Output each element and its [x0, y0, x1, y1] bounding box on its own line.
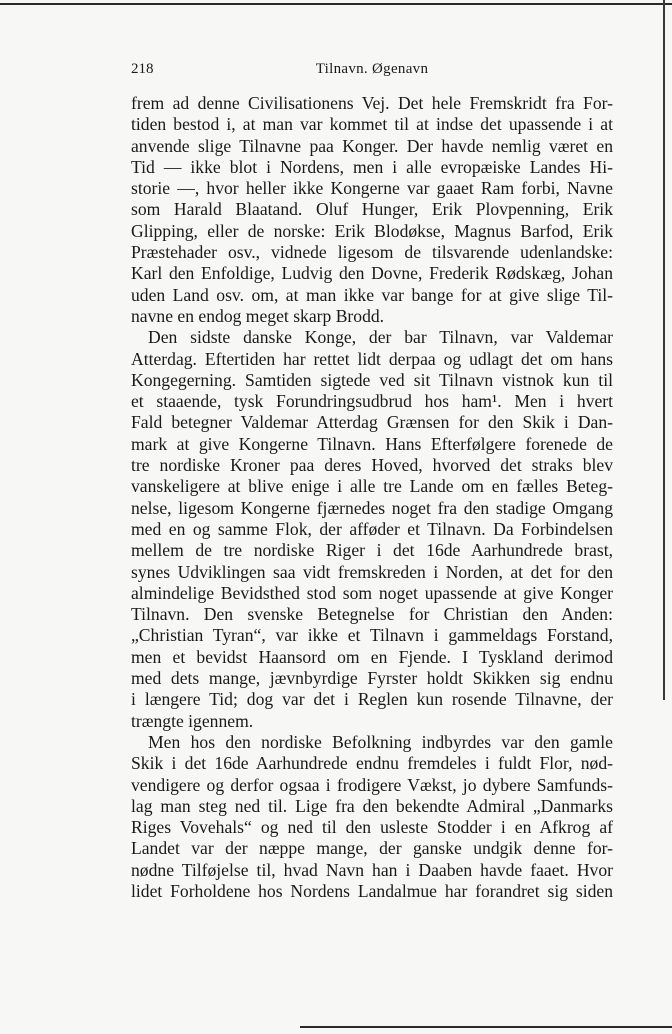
text-line: som Harald Blaatand. Oluf Hunger, Erik Plovpenning, Erik — [131, 199, 613, 220]
text-line: Tilnavn. Den svenske Betegnelse for Christian den Anden: — [131, 604, 613, 625]
running-head — [131, 61, 613, 83]
text-line: med en og samme Flok, der afføder et Tilnavn. Da Forbindelsen — [131, 518, 613, 539]
text-line: Fald betegner Valdemar Atterdag Grænsen for den Skik i Dan- — [131, 412, 613, 433]
text-line: tre nordiske Kroner paa deres Hoved, hvorved det straks blev — [131, 455, 613, 476]
right-edge-rule — [663, 0, 665, 700]
bottom-border-rule — [300, 1026, 672, 1028]
text-line: nødne Tilføjelse til, hvad Navn han i Daaben havde faaet. Hvor — [131, 859, 613, 880]
text-line: Riges Vovehals“ og ned til den usleste Stodder i en Afkrog af — [131, 817, 613, 838]
paragraph-start-line: Men hos den nordiske Befolkning indbyrdes var den gamle — [148, 731, 613, 752]
text-line: almindelige Bevidsthed stod som noget upassende at give Konger — [131, 582, 613, 603]
text-line: frem ad denne Civilisationens Vej. Det hele Fremskridt fra For- — [131, 93, 613, 113]
text-line: tiden bestod i, at man var kommet til at indse det upassende i at — [131, 114, 613, 135]
text-line: anvende slige Tilnavne paa Konger. Der havde nemlig været en — [131, 135, 613, 156]
text-line: mark at give Kongerne Tilnavn. Hans Efterfølgere forenede de — [131, 433, 613, 454]
top-border-rule — [0, 3, 672, 5]
text-line: et staaende, tysk Forundringsudbrud hos ham¹. Men i hvert — [131, 391, 613, 412]
running-title: Tilnavn. Øgenavn — [315, 61, 429, 77]
text-line: lag man steg ned til. Lige fra den bekendte Admiral „Danmarks — [131, 795, 613, 816]
text-line: Landet var der næppe mange, der ganske undgik denne for- — [131, 838, 613, 859]
text-line: nelse, ligesom Kongerne fjærnedes noget fra den stadige Omgang — [131, 497, 613, 518]
paragraph-end-line: navne en endog meget skarp Brodd. — [131, 305, 385, 326]
text-line: med dets mange, jævnbyrdige Fyrster holdt Skikken sig endnu — [131, 668, 613, 689]
text-line: i længere Tid; dog var det i Reglen kun rosende Tilnavne, der — [131, 689, 613, 710]
text-line: Atterdag. Eftertiden har rettet lidt derpaa og udlagt det om hans — [131, 348, 613, 369]
text-line: storie —, hvor heller ikke Kongerne var gaaet Ram forbi, Navne — [131, 178, 613, 199]
text-line: Kongegerning. Samtiden sigtede ved sit Tilnavn vistnok kun til — [131, 369, 613, 390]
text-line: „Christian Tyran“, var ikke et Tilnavn i gammeldags Forstand, — [131, 625, 613, 646]
text-line: men et bevidst Haansord om en Fjende. I Tyskland derimod — [131, 646, 613, 667]
paragraph-end-line: trængte igennem. — [131, 710, 254, 731]
text-line: uden Land osv. om, at man ikke var bange for at give slige Til- — [131, 284, 613, 305]
text-line: synes Udviklingen saa vidt fremskreden i Norden, at det for den — [131, 561, 613, 582]
text-line: Præstehader osv., vidnede ligesom de tilsvarende udenlandske: — [131, 242, 613, 263]
text-line: mellem de tre nordiske Riger i det 16de Aarhundrede brast, — [131, 540, 613, 561]
page-number: 218 — [131, 61, 154, 77]
text-line: vendigere og derfor ogsaa i frodigere Vækst, jo dybere Samfunds- — [131, 774, 613, 795]
text-line: Glipping, eller de norske: Erik Blodøkse, Magnus Barfod, Erik — [131, 220, 613, 241]
body-text — [131, 93, 613, 902]
text-line: Skik i det 16de Aarhundrede endnu fremdeles i fuldt Flor, nød- — [131, 753, 613, 774]
text-line: Karl den Enfoldige, Ludvig den Dovne, Frederik Rødskæg, Johan — [131, 263, 613, 284]
text-line: vanskeligere at blive enige i alle tre Lande om en fælles Beteg- — [131, 476, 613, 497]
text-line: lidet Forholdene hos Nordens Landalmue har forandret sig siden — [131, 880, 613, 901]
paragraph-start-line: Den sidste danske Konge, der bar Tilnavn, var Valdemar — [148, 327, 613, 348]
text-line: Tid — ikke blot i Nordens, men i alle evropæiske Landes Hi- — [131, 156, 613, 177]
